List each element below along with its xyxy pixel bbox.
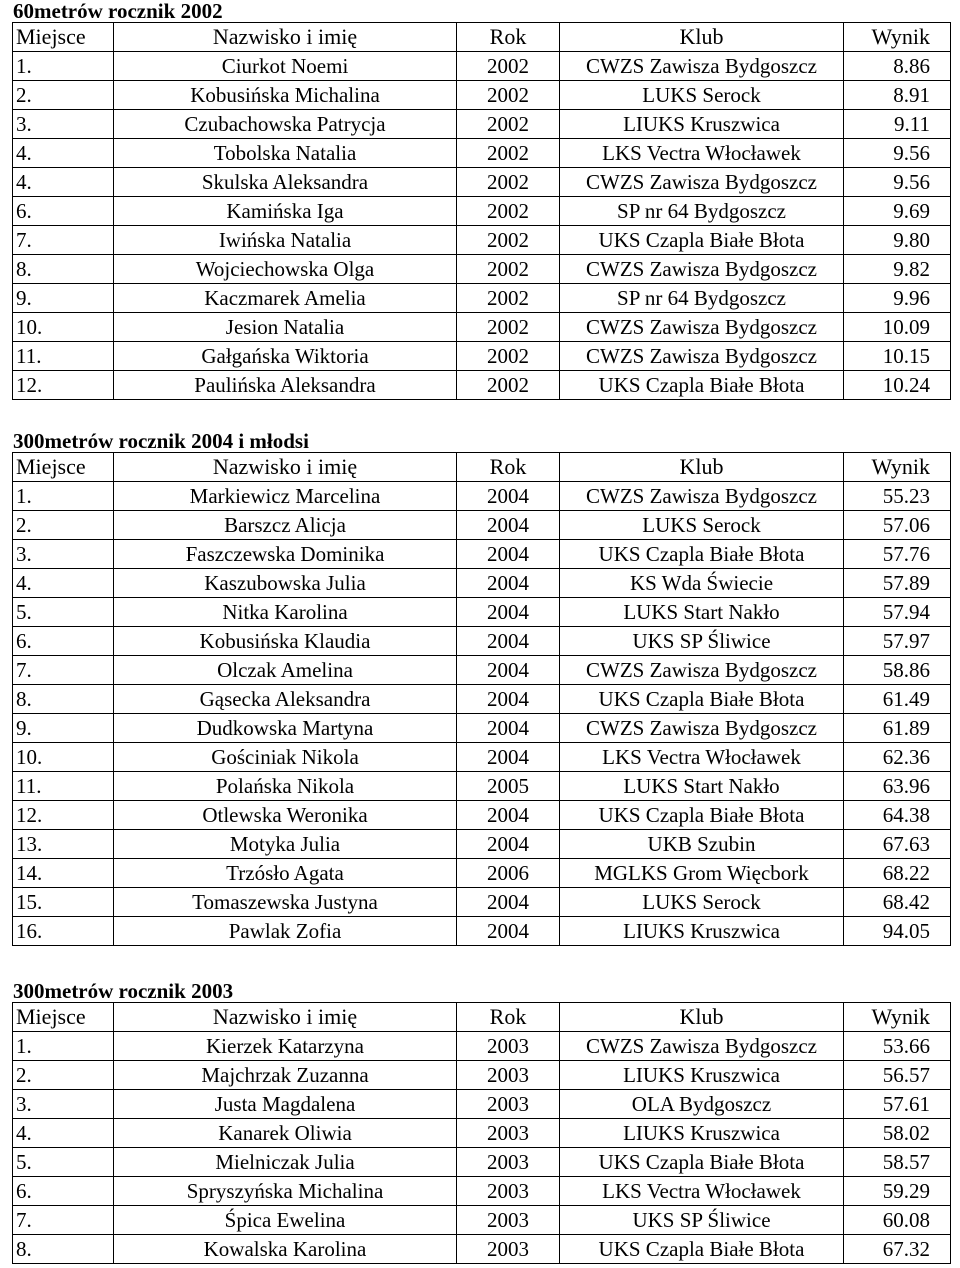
year-cell: 2002	[457, 342, 560, 371]
result-cell: 58.02	[844, 1119, 951, 1148]
year-cell: 2003	[457, 1206, 560, 1235]
result-cell: 10.15	[844, 342, 951, 371]
result-cell: 62.36	[844, 743, 951, 772]
year-cell: 2002	[457, 139, 560, 168]
club-cell: CWZS Zawisza Bydgoszcz	[560, 313, 844, 342]
year-cell: 2004	[457, 888, 560, 917]
place-cell: 9.	[13, 284, 114, 313]
name-cell: Nitka Karolina	[114, 598, 457, 627]
name-cell: Mielniczak Julia	[114, 1148, 457, 1177]
club-cell: UKS Czapla Białe Błota	[560, 685, 844, 714]
section-title: 300metrów rocznik 2004 i młodsi	[13, 429, 309, 453]
club-cell: SP nr 64 Bydgoszcz	[560, 197, 844, 226]
club-cell: LUKS Serock	[560, 888, 844, 917]
table-row	[13, 598, 951, 627]
club-cell: CWZS Zawisza Bydgoszcz	[560, 1032, 844, 1061]
place-cell: 4.	[13, 168, 114, 197]
result-cell: 55.23	[844, 482, 951, 511]
section-title: 300metrów rocznik 2003	[13, 979, 234, 1003]
club-cell: UKB Szubin	[560, 830, 844, 859]
year-cell: 2004	[457, 685, 560, 714]
place-cell: 3.	[13, 110, 114, 139]
table-row	[13, 313, 951, 342]
year-cell: 2003	[457, 1061, 560, 1090]
place-cell: 7.	[13, 656, 114, 685]
place-cell: 8.	[13, 255, 114, 284]
result-cell: 68.42	[844, 888, 951, 917]
club-cell: CWZS Zawisza Bydgoszcz	[560, 52, 844, 81]
section-title: 60metrów rocznik 2002	[13, 0, 223, 23]
club-cell: UKS SP Śliwice	[560, 1206, 844, 1235]
table-row	[13, 1090, 951, 1119]
name-cell: Faszczewska Dominika	[114, 540, 457, 569]
result-cell: 58.57	[844, 1148, 951, 1177]
name-cell: Śpica Ewelina	[114, 1206, 457, 1235]
place-cell: 16.	[13, 917, 114, 946]
result-cell: 61.49	[844, 685, 951, 714]
result-cell: 57.97	[844, 627, 951, 656]
place-cell: 1.	[13, 1032, 114, 1061]
result-cell: 9.96	[844, 284, 951, 313]
club-cell: UKS Czapla Białe Błota	[560, 1235, 844, 1264]
table-row	[13, 1032, 951, 1061]
result-cell: 58.86	[844, 656, 951, 685]
year-cell: 2002	[457, 371, 560, 400]
table-row	[13, 197, 951, 226]
table-row	[13, 1148, 951, 1177]
column-header: Rok	[457, 23, 560, 52]
year-cell: 2004	[457, 511, 560, 540]
place-cell: 6.	[13, 197, 114, 226]
table-row	[13, 1061, 951, 1090]
table-row	[13, 540, 951, 569]
place-cell: 4.	[13, 139, 114, 168]
name-cell: Majchrzak Zuzanna	[114, 1061, 457, 1090]
year-cell: 2003	[457, 1090, 560, 1119]
club-cell: LKS Vectra Włocławek	[560, 139, 844, 168]
year-cell: 2002	[457, 110, 560, 139]
club-cell: UKS Czapla Białe Błota	[560, 540, 844, 569]
name-cell: Gąsecka Aleksandra	[114, 685, 457, 714]
year-cell: 2003	[457, 1177, 560, 1206]
year-cell: 2004	[457, 714, 560, 743]
club-cell: LIUKS Kruszwica	[560, 1061, 844, 1090]
column-header: Wynik	[844, 23, 951, 52]
place-cell: 5.	[13, 1148, 114, 1177]
result-cell: 10.09	[844, 313, 951, 342]
table-row	[13, 371, 951, 400]
table-row	[13, 284, 951, 313]
result-cell: 8.86	[844, 52, 951, 81]
club-cell: LIUKS Kruszwica	[560, 110, 844, 139]
name-cell: Justa Magdalena	[114, 1090, 457, 1119]
place-cell: 2.	[13, 81, 114, 110]
column-header: Rok	[457, 453, 560, 482]
name-cell: Ciurkot Noemi	[114, 52, 457, 81]
result-cell: 59.29	[844, 1177, 951, 1206]
result-cell: 63.96	[844, 772, 951, 801]
place-cell: 7.	[13, 226, 114, 255]
place-cell: 4.	[13, 1119, 114, 1148]
club-cell: CWZS Zawisza Bydgoszcz	[560, 656, 844, 685]
year-cell: 2002	[457, 197, 560, 226]
club-cell: CWZS Zawisza Bydgoszcz	[560, 714, 844, 743]
column-header: Nazwisko i imię	[114, 453, 457, 482]
result-cell: 9.82	[844, 255, 951, 284]
name-cell: Iwińska Natalia	[114, 226, 457, 255]
table-row	[13, 482, 951, 511]
year-cell: 2004	[457, 569, 560, 598]
name-cell: Gałgańska Wiktoria	[114, 342, 457, 371]
table-row	[13, 714, 951, 743]
column-header: Rok	[457, 1003, 560, 1032]
place-cell: 10.	[13, 743, 114, 772]
results-table	[12, 1002, 951, 1264]
name-cell: Trzósło Agata	[114, 859, 457, 888]
place-cell: 5.	[13, 598, 114, 627]
year-cell: 2004	[457, 801, 560, 830]
table-row	[13, 685, 951, 714]
club-cell: OLA Bydgoszcz	[560, 1090, 844, 1119]
result-cell: 9.56	[844, 168, 951, 197]
column-header: Klub	[560, 453, 844, 482]
name-cell: Olczak Amelina	[114, 656, 457, 685]
year-cell: 2003	[457, 1032, 560, 1061]
result-cell: 57.94	[844, 598, 951, 627]
name-cell: Jesion Natalia	[114, 313, 457, 342]
name-cell: Czubachowska Patrycja	[114, 110, 457, 139]
table-row	[13, 139, 951, 168]
table-header-row	[13, 23, 951, 52]
table-row	[13, 511, 951, 540]
club-cell: CWZS Zawisza Bydgoszcz	[560, 255, 844, 284]
club-cell: CWZS Zawisza Bydgoszcz	[560, 482, 844, 511]
club-cell: SP nr 64 Bydgoszcz	[560, 284, 844, 313]
place-cell: 3.	[13, 540, 114, 569]
column-header: Miejsce	[13, 23, 114, 52]
section-300m-2004	[12, 430, 950, 946]
result-cell: 68.22	[844, 859, 951, 888]
column-header: Miejsce	[13, 1003, 114, 1032]
year-cell: 2004	[457, 482, 560, 511]
result-cell: 9.11	[844, 110, 951, 139]
result-cell: 57.76	[844, 540, 951, 569]
place-cell: 12.	[13, 801, 114, 830]
place-cell: 2.	[13, 1061, 114, 1090]
club-cell: UKS Czapla Białe Błota	[560, 801, 844, 830]
club-cell: LUKS Serock	[560, 511, 844, 540]
year-cell: 2004	[457, 830, 560, 859]
place-cell: 15.	[13, 888, 114, 917]
name-cell: Kierzek Katarzyna	[114, 1032, 457, 1061]
year-cell: 2004	[457, 540, 560, 569]
year-cell: 2004	[457, 743, 560, 772]
result-cell: 64.38	[844, 801, 951, 830]
name-cell: Kaczmarek Amelia	[114, 284, 457, 313]
results-table	[12, 452, 951, 946]
name-cell: Gościniak Nikola	[114, 743, 457, 772]
place-cell: 9.	[13, 714, 114, 743]
table-row	[13, 226, 951, 255]
name-cell: Barszcz Alicja	[114, 511, 457, 540]
club-cell: UKS Czapla Białe Błota	[560, 371, 844, 400]
place-cell: 14.	[13, 859, 114, 888]
club-cell: CWZS Zawisza Bydgoszcz	[560, 168, 844, 197]
table-row	[13, 801, 951, 830]
club-cell: UKS Czapla Białe Błota	[560, 1148, 844, 1177]
result-cell: 60.08	[844, 1206, 951, 1235]
result-cell: 94.05	[844, 917, 951, 946]
place-cell: 2.	[13, 511, 114, 540]
name-cell: Skulska Aleksandra	[114, 168, 457, 197]
table-row	[13, 888, 951, 917]
place-cell: 6.	[13, 627, 114, 656]
club-cell: CWZS Zawisza Bydgoszcz	[560, 342, 844, 371]
result-cell: 57.61	[844, 1090, 951, 1119]
place-cell: 8.	[13, 685, 114, 714]
place-cell: 7.	[13, 1206, 114, 1235]
year-cell: 2003	[457, 1119, 560, 1148]
result-cell: 9.80	[844, 226, 951, 255]
result-cell: 9.69	[844, 197, 951, 226]
result-cell: 53.66	[844, 1032, 951, 1061]
year-cell: 2004	[457, 627, 560, 656]
club-cell: LUKS Start Nakło	[560, 772, 844, 801]
name-cell: Pawlak Zofia	[114, 917, 457, 946]
result-cell: 67.32	[844, 1235, 951, 1264]
table-row	[13, 743, 951, 772]
name-cell: Tobolska Natalia	[114, 139, 457, 168]
result-cell: 56.57	[844, 1061, 951, 1090]
table-row	[13, 656, 951, 685]
table-row	[13, 1235, 951, 1264]
table-row	[13, 255, 951, 284]
club-cell: UKS Czapla Białe Błota	[560, 226, 844, 255]
name-cell: Spryszyńska Michalina	[114, 1177, 457, 1206]
result-cell: 61.89	[844, 714, 951, 743]
club-cell: MGLKS Grom Więcbork	[560, 859, 844, 888]
table-row	[13, 81, 951, 110]
table-row	[13, 110, 951, 139]
year-cell: 2002	[457, 226, 560, 255]
club-cell: LIUKS Kruszwica	[560, 1119, 844, 1148]
table-row	[13, 569, 951, 598]
table-row	[13, 772, 951, 801]
year-cell: 2002	[457, 52, 560, 81]
place-cell: 10.	[13, 313, 114, 342]
place-cell: 11.	[13, 772, 114, 801]
result-cell: 10.24	[844, 371, 951, 400]
year-cell: 2004	[457, 598, 560, 627]
column-header: Wynik	[844, 453, 951, 482]
club-cell: LIUKS Kruszwica	[560, 917, 844, 946]
results-table	[12, 22, 951, 400]
year-cell: 2003	[457, 1148, 560, 1177]
name-cell: Otlewska Weronika	[114, 801, 457, 830]
year-cell: 2005	[457, 772, 560, 801]
table-row	[13, 917, 951, 946]
year-cell: 2002	[457, 255, 560, 284]
place-cell: 6.	[13, 1177, 114, 1206]
result-cell: 57.06	[844, 511, 951, 540]
club-cell: LUKS Start Nakło	[560, 598, 844, 627]
place-cell: 1.	[13, 52, 114, 81]
name-cell: Kobusińska Michalina	[114, 81, 457, 110]
place-cell: 4.	[13, 569, 114, 598]
place-cell: 8.	[13, 1235, 114, 1264]
club-cell: KS Wda Świecie	[560, 569, 844, 598]
column-header: Nazwisko i imię	[114, 23, 457, 52]
name-cell: Tomaszewska Justyna	[114, 888, 457, 917]
result-cell: 8.91	[844, 81, 951, 110]
name-cell: Kobusińska Klaudia	[114, 627, 457, 656]
table-row	[13, 627, 951, 656]
name-cell: Kaszubowska Julia	[114, 569, 457, 598]
table-row	[13, 1177, 951, 1206]
name-cell: Kanarek Oliwia	[114, 1119, 457, 1148]
table-header-row	[13, 453, 951, 482]
name-cell: Kamińska Iga	[114, 197, 457, 226]
place-cell: 1.	[13, 482, 114, 511]
table-header-row	[13, 1003, 951, 1032]
year-cell: 2004	[457, 917, 560, 946]
name-cell: Polańska Nikola	[114, 772, 457, 801]
table-row	[13, 1206, 951, 1235]
table-row	[13, 52, 951, 81]
place-cell: 13.	[13, 830, 114, 859]
club-cell: LUKS Serock	[560, 81, 844, 110]
table-row	[13, 342, 951, 371]
name-cell: Motyka Julia	[114, 830, 457, 859]
year-cell: 2002	[457, 284, 560, 313]
column-header: Miejsce	[13, 453, 114, 482]
table-row	[13, 1119, 951, 1148]
column-header: Klub	[560, 1003, 844, 1032]
table-row	[13, 859, 951, 888]
club-cell: LKS Vectra Włocławek	[560, 743, 844, 772]
club-cell: UKS SP Śliwice	[560, 627, 844, 656]
place-cell: 11.	[13, 342, 114, 371]
name-cell: Kowalska Karolina	[114, 1235, 457, 1264]
name-cell: Dudkowska Martyna	[114, 714, 457, 743]
year-cell: 2006	[457, 859, 560, 888]
name-cell: Paulińska Aleksandra	[114, 371, 457, 400]
name-cell: Markiewicz Marcelina	[114, 482, 457, 511]
year-cell: 2002	[457, 313, 560, 342]
column-header: Klub	[560, 23, 844, 52]
club-cell: LKS Vectra Włocławek	[560, 1177, 844, 1206]
year-cell: 2002	[457, 168, 560, 197]
section-300m-2003	[12, 980, 950, 1264]
result-cell: 9.56	[844, 139, 951, 168]
column-header: Wynik	[844, 1003, 951, 1032]
place-cell: 12.	[13, 371, 114, 400]
year-cell: 2003	[457, 1235, 560, 1264]
result-cell: 57.89	[844, 569, 951, 598]
section-60m-2002	[12, 0, 950, 400]
year-cell: 2004	[457, 656, 560, 685]
table-row	[13, 168, 951, 197]
place-cell: 3.	[13, 1090, 114, 1119]
year-cell: 2002	[457, 81, 560, 110]
table-row	[13, 830, 951, 859]
result-cell: 67.63	[844, 830, 951, 859]
column-header: Nazwisko i imię	[114, 1003, 457, 1032]
name-cell: Wojciechowska Olga	[114, 255, 457, 284]
